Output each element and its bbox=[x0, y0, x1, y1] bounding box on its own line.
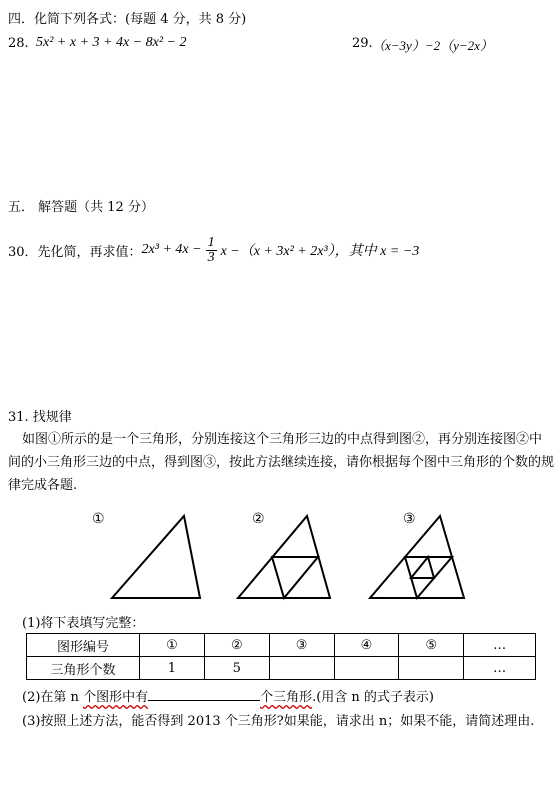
figure-3-label: ③ bbox=[403, 511, 416, 527]
figure-2-label: ② bbox=[252, 511, 265, 527]
fraction-denominator: 3 bbox=[207, 249, 215, 265]
figure-2-midpoint-triangle bbox=[272, 557, 318, 598]
table-cell: ① bbox=[140, 634, 205, 657]
part-2 bbox=[22, 686, 434, 705]
table-cell: … bbox=[464, 657, 536, 680]
table-cell: 1 bbox=[140, 657, 205, 680]
table-row-counts bbox=[27, 657, 536, 680]
table-cell: ② bbox=[204, 634, 269, 657]
table-cell: ⑤ bbox=[399, 634, 464, 657]
table-input-cell-5[interactable] bbox=[399, 657, 464, 680]
part-1-instruction: (1)将下表填写完整： bbox=[22, 616, 145, 631]
question-28-expression: 5x² + x + 3 + 4x − 8x² − 2 bbox=[36, 35, 187, 50]
table-row-label: 三角形个数 bbox=[27, 657, 140, 680]
table-cell: ③ bbox=[269, 634, 334, 657]
question-28-number: 28. bbox=[8, 36, 29, 51]
table-cell: 5 bbox=[204, 657, 269, 680]
table-row-header bbox=[27, 634, 536, 657]
section-5-heading: 五． 解答题（共 12 分） bbox=[8, 200, 154, 215]
part-2-text-c: 个三角形 bbox=[260, 690, 313, 705]
part-3: (3)按照上述方法，能否得到 2013 个三角形?如果能，请求出 n；如果不能，请简述理由. bbox=[22, 714, 535, 729]
table-cell: ④ bbox=[334, 634, 399, 657]
table-input-cell-3[interactable] bbox=[269, 657, 334, 680]
table-cell: … bbox=[464, 634, 536, 657]
part-2-text-d: .(用含 n 的式子表示) bbox=[312, 690, 435, 705]
part-2-text-a: (2)在第 n bbox=[22, 690, 84, 705]
question-31-body: 如图①所示的是一个三角形，分别连接这个三角形三边的中点得到图②，再分别连接图②中间的小三角形三边的中点，得到图③，按此方法继续连接，请你根据每个图中三角形的个数的规律完成各题. bbox=[8, 432, 555, 493]
section-4-heading: 四．化简下列各式：(每题 4 分，共 8 分) bbox=[8, 12, 247, 27]
figure-3-inner-triangle bbox=[411, 557, 434, 578]
figure-1-triangle bbox=[112, 516, 200, 598]
question-30-prefix: 30．先化简，再求值： bbox=[8, 244, 142, 260]
part-2-answer-blank[interactable] bbox=[148, 688, 260, 701]
question-30-expression-b: x −（x + 3x² + 2x³），其中 x = −3 bbox=[220, 244, 420, 259]
fraction-numerator: 1 bbox=[207, 234, 215, 250]
question-30-expression-a: 2x³ + 4x − bbox=[141, 242, 202, 257]
table-header-label: 图形编号 bbox=[27, 634, 140, 657]
pattern-table bbox=[26, 633, 536, 680]
question-29-number: 29. bbox=[352, 36, 373, 51]
figure-1-label: ① bbox=[92, 511, 105, 527]
part-2-text-b: 个图形中有 bbox=[83, 690, 149, 705]
question-31-title: 31. 找规律 bbox=[8, 410, 72, 425]
table-input-cell-4[interactable] bbox=[334, 657, 399, 680]
question-29-expression: （x−3y）−2（y−2x） bbox=[372, 38, 493, 53]
